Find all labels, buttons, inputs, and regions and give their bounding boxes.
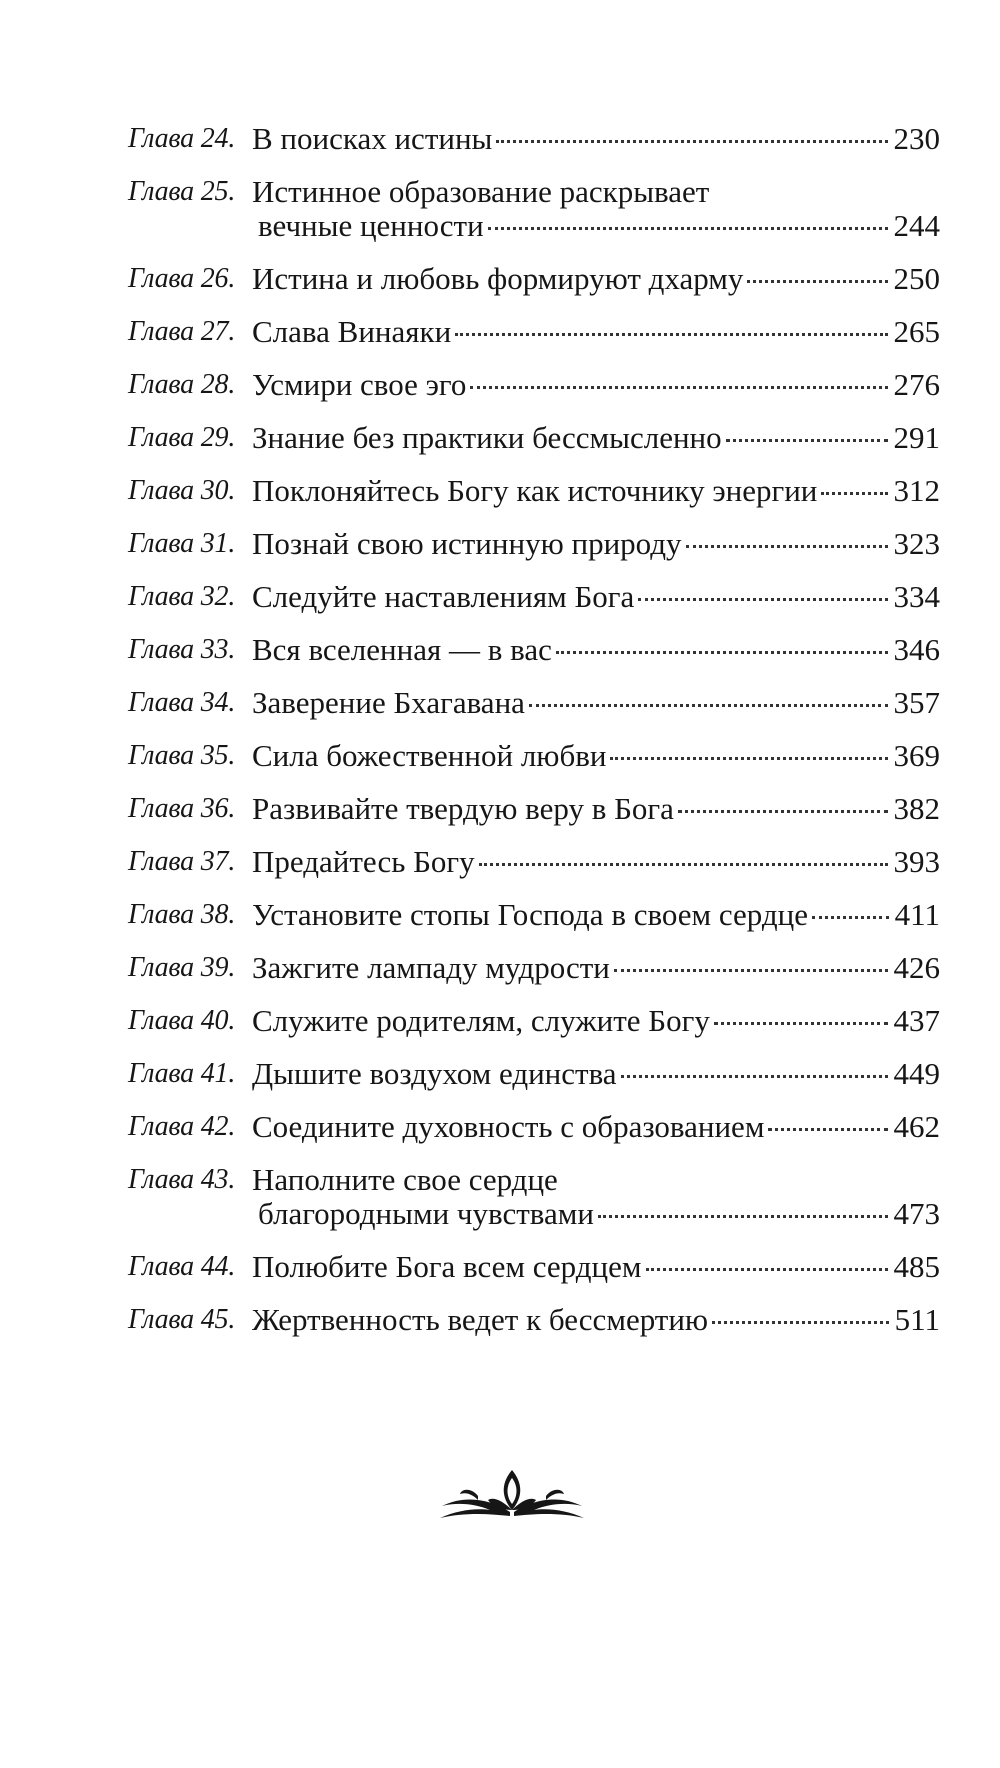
toc-entry-41	[128, 1057, 940, 1091]
toc-entry-24	[128, 122, 940, 156]
chapter-title: вечные ценности	[258, 208, 484, 243]
chapter-title: Соедините духовность с образованием	[252, 1109, 765, 1144]
toc-entry-30	[128, 474, 940, 508]
page-number: 382	[893, 791, 940, 826]
chapter-label: Глава 28.	[128, 369, 236, 400]
chapter-title: Полюбите Бога всем сердцем	[252, 1249, 642, 1284]
page-number: 462	[893, 1109, 940, 1144]
dot-leader	[470, 386, 887, 389]
chapter-label: Глава 33.	[128, 634, 236, 665]
page-number: 312	[893, 473, 940, 508]
toc-entry-25	[128, 175, 940, 243]
chapter-title: Знание без практики бессмысленно	[252, 420, 722, 455]
page-number: 411	[894, 897, 940, 932]
dot-leader	[556, 651, 888, 654]
toc-entry-32	[128, 580, 940, 614]
page-number: 265	[893, 314, 940, 349]
toc-entry-31	[128, 527, 940, 561]
page-number: 230	[893, 121, 940, 156]
chapter-label: Глава 27.	[128, 316, 236, 347]
chapter-title-line1: Наполните свое сердце	[252, 1162, 558, 1197]
chapter-title-line1: Истинное образование раскрывает	[252, 174, 710, 209]
chapter-label: Глава 45.	[128, 1304, 236, 1335]
toc-entry-36	[128, 792, 940, 826]
toc-entry-33	[128, 633, 940, 667]
chapter-title: Служите родителям, служите Богу	[252, 1003, 710, 1038]
chapter-title: Развивайте твердую веру в Бога	[252, 791, 674, 826]
page-number: 276	[893, 367, 940, 402]
table-of-contents	[128, 122, 940, 1356]
page-number: 485	[893, 1249, 940, 1284]
page-number: 449	[893, 1056, 940, 1091]
chapter-label: Глава 29.	[128, 422, 236, 453]
page-number: 357	[893, 685, 940, 720]
page-number: 291	[893, 420, 940, 455]
chapter-label: Глава 32.	[128, 581, 236, 612]
dot-leader	[496, 140, 887, 143]
chapter-title: Слава Винаяки	[252, 314, 452, 349]
dot-leader	[598, 1215, 888, 1218]
chapter-label: Глава 42.	[128, 1111, 236, 1142]
toc-entry-45	[128, 1303, 940, 1337]
dot-leader	[686, 545, 888, 548]
toc-entry-40	[128, 1004, 940, 1038]
toc-entry-42	[128, 1110, 940, 1144]
page-number: 369	[893, 738, 940, 773]
dot-leader	[638, 598, 887, 601]
dot-leader	[614, 969, 888, 972]
dot-leader	[479, 863, 888, 866]
page-number: 244	[893, 208, 940, 243]
chapter-label: Глава 40.	[128, 1005, 236, 1036]
chapter-label: Глава 25.	[128, 176, 236, 207]
chapter-title: Дышите воздухом единства	[252, 1056, 617, 1091]
page-number: 346	[893, 632, 940, 667]
dot-leader	[812, 916, 889, 919]
chapter-label: Глава 44.	[128, 1251, 236, 1282]
dot-leader	[610, 757, 887, 760]
toc-entry-44	[128, 1250, 940, 1284]
toc-entry-39	[128, 951, 940, 985]
chapter-label: Глава 36.	[128, 793, 236, 824]
page-number: 334	[893, 579, 940, 614]
chapter-label: Глава 26.	[128, 263, 236, 294]
chapter-title: Предайтесь Богу	[252, 844, 475, 879]
dot-leader	[488, 227, 888, 230]
chapter-label: Глава 34.	[128, 687, 236, 718]
chapter-title: Истина и любовь формируют дхарму	[252, 261, 744, 296]
chapter-title: Вся вселенная — в вас	[252, 632, 552, 667]
dot-leader	[768, 1128, 887, 1131]
page-number: 393	[893, 844, 940, 879]
toc-entry-43	[128, 1163, 940, 1231]
chapter-label: Глава 31.	[128, 528, 236, 559]
page-number: 323	[893, 526, 940, 561]
chapter-label: Глава 38.	[128, 899, 236, 930]
chapter-label: Глава 24.	[128, 123, 236, 154]
dot-leader	[529, 704, 888, 707]
chapter-title: Заверение Бхагавана	[252, 685, 525, 720]
chapter-label: Глава 43.	[128, 1164, 236, 1195]
page-number: 511	[894, 1302, 940, 1337]
page-number: 250	[893, 261, 940, 296]
chapter-label: Глава 35.	[128, 740, 236, 771]
dot-leader	[455, 333, 887, 336]
page-number: 426	[893, 950, 940, 985]
chapter-title: Жертвенность ведет к бессмертию	[252, 1302, 709, 1337]
toc-entry-38	[128, 898, 940, 932]
chapter-title: В поисках истины	[252, 121, 493, 156]
toc-entry-37	[128, 845, 940, 879]
chapter-title: Установите стопы Господа в своем сердце	[252, 897, 809, 932]
chapter-title: Зажгите лампаду мудрости	[252, 950, 610, 985]
toc-entry-26	[128, 262, 940, 296]
dot-leader	[678, 810, 888, 813]
chapter-title: Сила божественной любви	[252, 738, 607, 773]
dot-leader	[747, 280, 887, 283]
chapter-title: Познай свою истинную природу	[252, 526, 682, 561]
dot-leader	[726, 439, 888, 442]
toc-entry-34	[128, 686, 940, 720]
dot-leader	[714, 1022, 888, 1025]
chapter-label: Глава 37.	[128, 846, 236, 877]
toc-entry-27	[128, 315, 940, 349]
chapter-title: благородными чувствами	[258, 1196, 594, 1231]
toc-entry-29	[128, 421, 940, 455]
chapter-title: Усмири свое эго	[252, 367, 467, 402]
chapter-label: Глава 41.	[128, 1058, 236, 1089]
toc-entry-28	[128, 368, 940, 402]
dot-leader	[712, 1321, 889, 1324]
chapter-label: Глава 30.	[128, 475, 236, 506]
page-number: 473	[893, 1196, 940, 1231]
chapter-title: Поклоняйтесь Богу как источнику энергии	[252, 473, 818, 508]
chapter-title: Следуйте наставлениям Бога	[252, 579, 635, 614]
page-number: 437	[893, 1003, 940, 1038]
dot-leader	[621, 1075, 888, 1078]
chapter-label: Глава 39.	[128, 952, 236, 983]
toc-entry-35	[128, 739, 940, 773]
dot-leader	[646, 1268, 888, 1271]
lotus-ornament-icon	[432, 1466, 592, 1526]
dot-leader	[821, 492, 887, 495]
